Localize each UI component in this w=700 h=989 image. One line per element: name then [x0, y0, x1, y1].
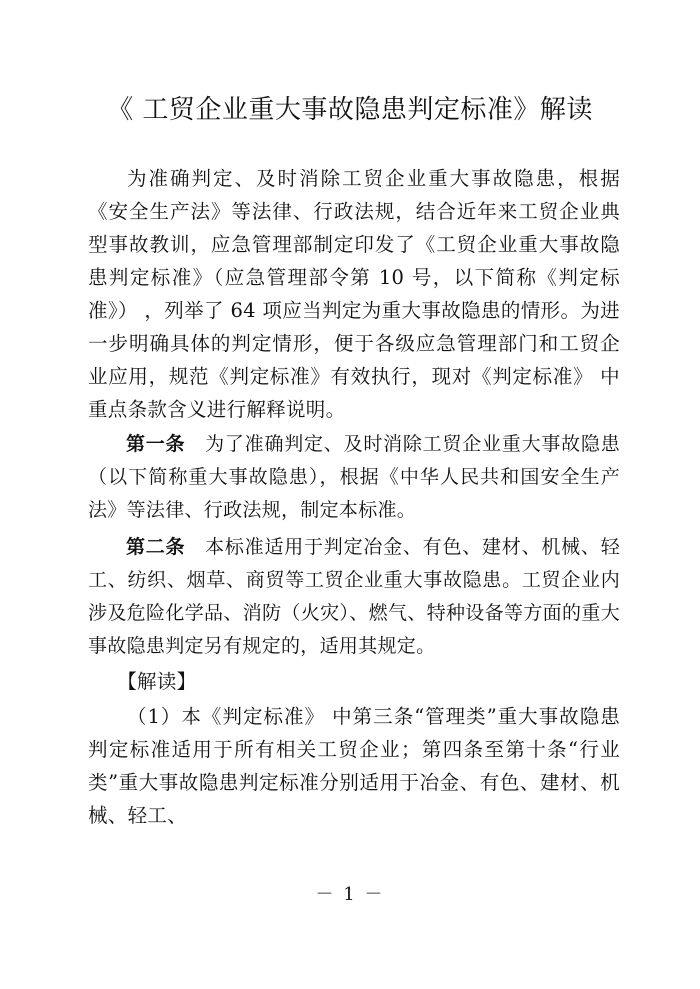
reading-section-label: 【解读】: [117, 670, 197, 693]
document-title: 《 工贸企业重大事故隐患判定标准》解读: [107, 95, 593, 125]
document-body: [88, 162, 620, 832]
article-2-number: 第二条: [126, 536, 186, 558]
article-2-text: 本标准适用于判定冶金、有色、建材、机械、轻工、纺织、烟草、商贸等工贸企业重大事故隐患。工贸企业内涉及危险化学品、消防（火灾）、燃气、特种设备等方面的重大事故隐患判定另有规定的，适用其规定。: [88, 536, 620, 657]
page-number: － 1 －: [315, 884, 385, 905]
article-1-paragraph: [88, 428, 620, 527]
article-2-paragraph: [88, 531, 620, 663]
intro-paragraph: 为准确判定、及时消除工贸企业重大事故隐患，根据《安全生产法》等法律、行政法规，结合近年来工贸企业典型事故教训，应急管理部制定印发了《工贸企业重大事故隐患判定标准》（应急管理部令第 10 号，以下简称《判定标准》） ，列举了 64 项应当判定为重大事故隐患的情形。为进一步明确具体的判定情形，便于各级应急管理部门和工贸企业应用，规范《判定标准》有效执行，现对《判定标准》 中重点条款含义进行解释说明。: [88, 167, 620, 421]
reading-item-1: （1）本《判定标准》 中第三条“管理类”重大事故隐患判定标准适用于所有相关工贸企业；第四条至第十条“行业类”重大事故隐患判定标准分别适用于冶金、有色、建材、机械、轻工、: [88, 705, 620, 827]
article-1-text: 为了准确判定、及时消除工贸企业重大事故隐患（以下简称重大事故隐患），根据《中华人民共和国安全生产法》等法律、行政法规，制定本标准。: [88, 433, 620, 521]
article-1-number: 第一条: [126, 433, 186, 455]
